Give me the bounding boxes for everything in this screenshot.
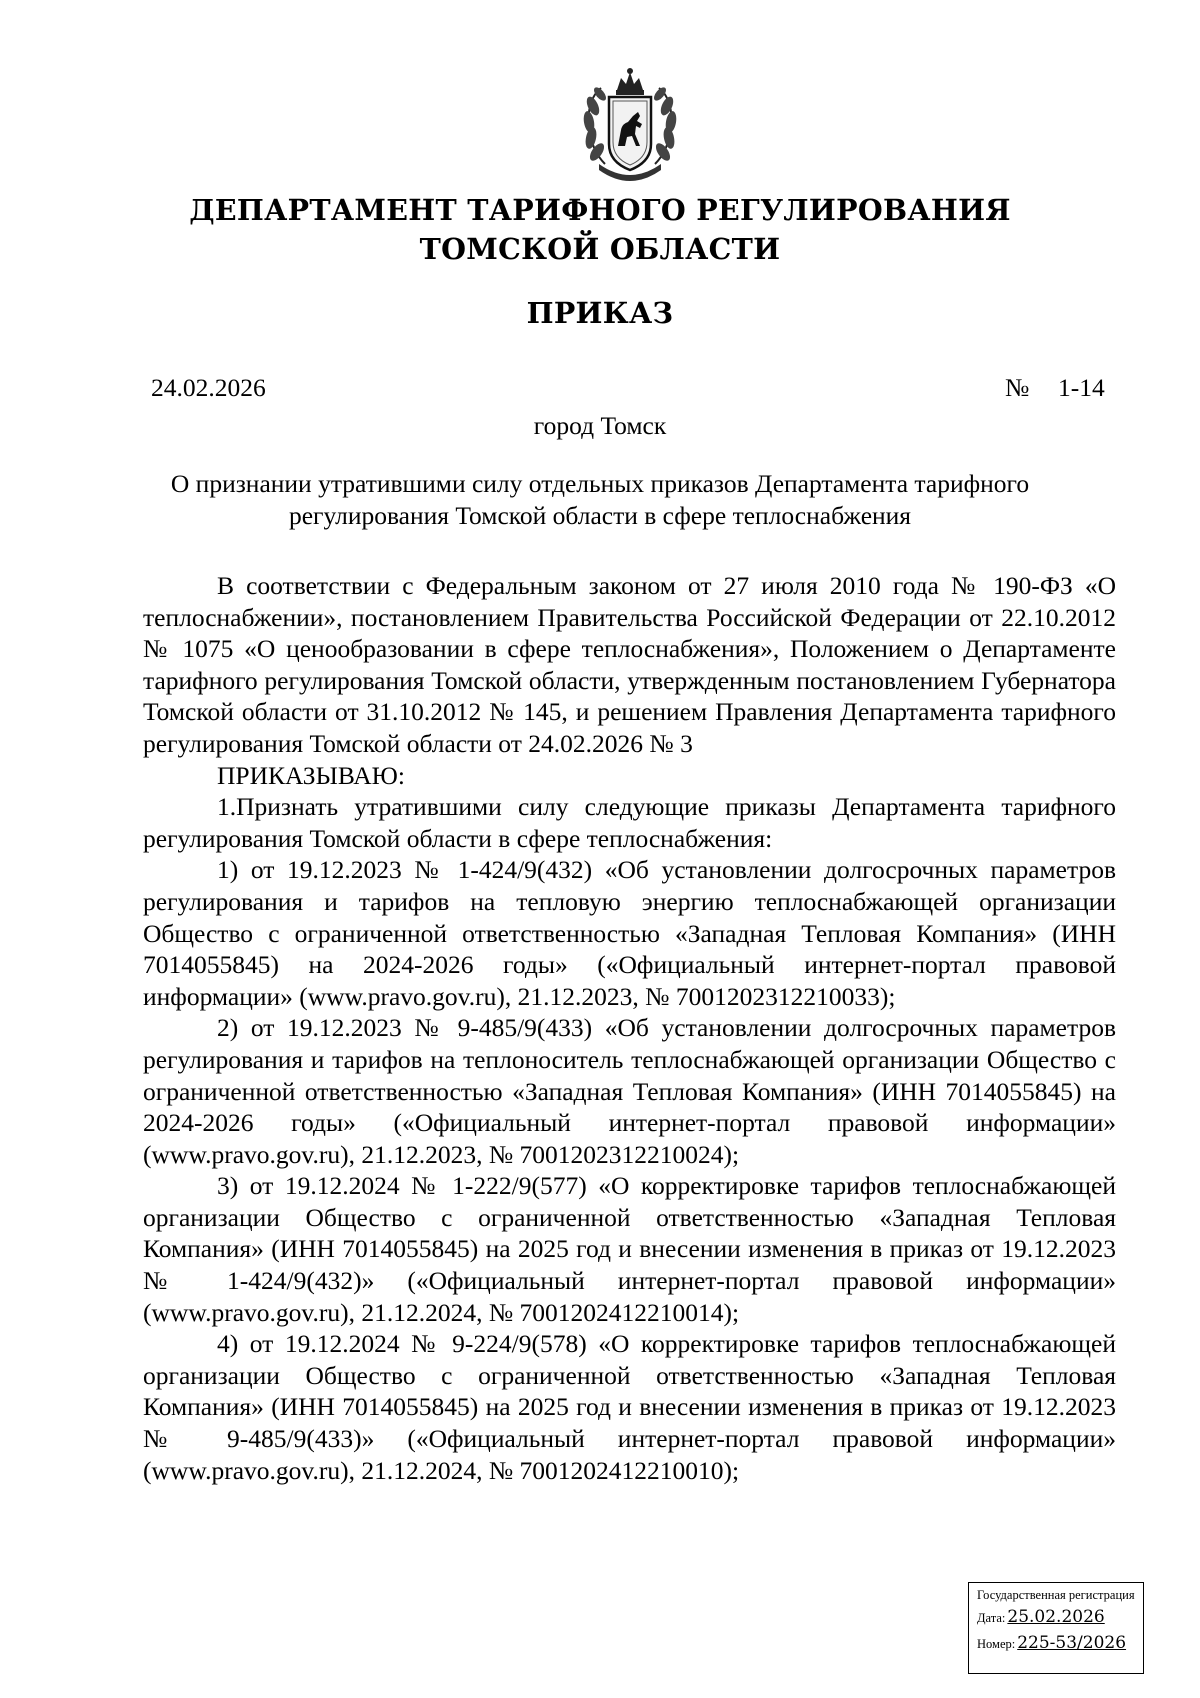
order-subject bbox=[150, 468, 1050, 532]
stamp-number-label: Номер: bbox=[977, 1637, 1016, 1651]
order-body bbox=[143, 570, 1116, 1486]
order-number: 1-14 bbox=[1058, 373, 1105, 402]
coat-of-arms-emblem bbox=[569, 66, 691, 192]
stamp-number-value: 225-53/2026 bbox=[1017, 1633, 1127, 1653]
stamp-date-value: 25.02.2026 bbox=[1007, 1607, 1105, 1627]
department-title-line1: ДЕПАРТАМЕНТ ТАРИФНОГО РЕГУЛИРОВАНИЯ bbox=[189, 193, 1011, 227]
stamp-date-row bbox=[977, 1606, 1137, 1629]
department-title-line2: ТОМСКОЙ ОБЛАСТИ bbox=[419, 232, 781, 266]
document-type-title: ПРИКАЗ bbox=[526, 296, 674, 330]
stamp-number-row bbox=[977, 1632, 1137, 1655]
stamp-title: Государственная регистрация bbox=[977, 1588, 1135, 1602]
order-subject-line2: регулирования Томской области в сфере теплоснабжения bbox=[288, 501, 912, 530]
preamble-paragraph: В соответствии с Федеральным законом от 27 июля 2010 года № 190-ФЗ «О теплоснабжении», постановлением Правительства Российской Федерации от 22.10.2012 № 1075 «О ценообразовании в сфере теплоснабжения», Положением о Департаменте тарифного регулирования Томской области, утвержденным постановлением Губернатора Томской области от 31.10.2012 № 145, и решением Правления Департамента тарифного регулирования Томской области от 24.02.2026 № 3 bbox=[143, 571, 1116, 758]
list-item: 4) от 19.12.2024 № 9-224/9(578) «О корректировке тарифов теплоснабжающей организации Общество с ограниченной ответственностью «Западная Тепловая Компания» (ИНН 7014055845) на 2025 год и внесении изменения в приказ от 19.12.2023 № 9-485/9(433)» («Официальный интернет-портал правовой информации» (www.pravo.gov.ru), 21.12.2024, № 7001202412210010); bbox=[143, 1329, 1116, 1485]
order-word: ПРИКАЗЫВАЮ: bbox=[217, 760, 405, 790]
city: город Томск bbox=[533, 411, 667, 440]
stamp-date-label: Дата: bbox=[977, 1611, 1006, 1625]
order-number-label: № bbox=[1005, 373, 1030, 402]
order-date: 24.02.2026 bbox=[151, 373, 266, 402]
point-1-paragraph: 1.Признать утратившими силу следующие приказы Департамента тарифного регулирования Томской области в сфере теплоснабжения: bbox=[143, 792, 1116, 853]
list-item: 2) от 19.12.2023 № 9-485/9(433) «Об установлении долгосрочных параметров регулирования и тарифов на теплоноситель теплоснабжающей организации Общество с ограниченной ответственностью «Западная Тепловая Компания» (ИНН 7014055845) на 2024-2026 годы» («Официальный интернет-портал правовой информации» (www.pravo.gov.ru), 21.12.2023, № 7001202312210024); bbox=[143, 1013, 1116, 1169]
list-item: 1) от 19.12.2023 № 1-424/9(432) «Об установлении долгосрочных параметров регулирования и тарифов на тепловую энергию теплоснабжающей организации Общество с ограниченной ответственностью «Западная Тепловая Компания» (ИНН 7014055845) на 2024-2026 годы» («Официальный интернет-портал правовой информации» (www.pravo.gov.ru), 21.12.2023, № 7001202312210033); bbox=[143, 855, 1116, 1011]
registration-stamp bbox=[968, 1582, 1144, 1674]
coat-of-arms-icon bbox=[569, 66, 691, 192]
order-subject-line1: О признании утратившими силу отдельных приказов Департамента тарифного bbox=[170, 469, 1030, 498]
list-item: 3) от 19.12.2024 № 1-222/9(577) «О корректировке тарифов теплоснабжающей организации Общество с ограниченной ответственностью «Западная Тепловая Компания» (ИНН 7014055845) на 2025 год и внесении изменения в приказ от 19.12.2023 № 1-424/9(432)» («Официальный интернет-портал правовой информации» (www.pravo.gov.ru), 21.12.2024, № 7001202412210014); bbox=[143, 1171, 1116, 1327]
